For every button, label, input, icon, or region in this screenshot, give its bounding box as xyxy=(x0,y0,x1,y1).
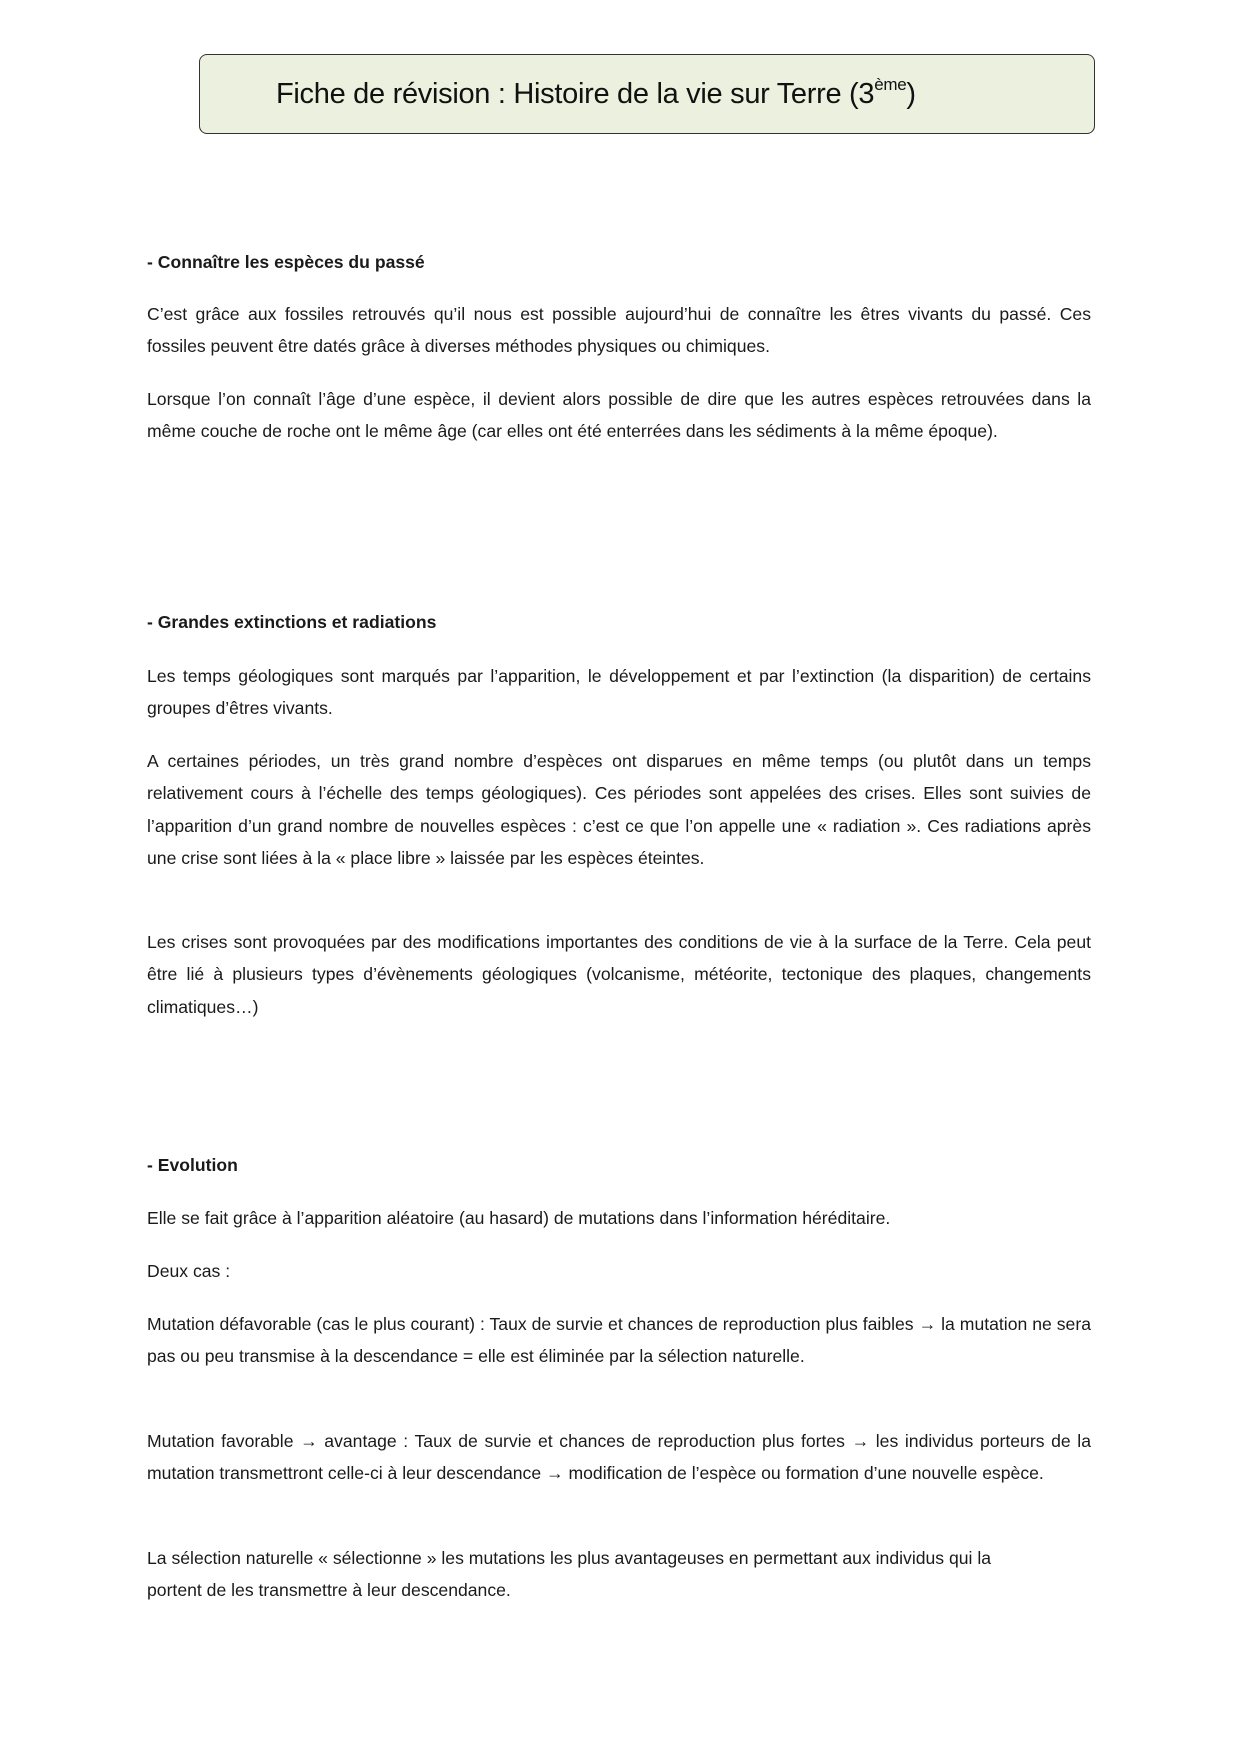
paragraph: A certaines périodes, un très grand nombre d’espèces ont disparues en même temps (ou plutôt dans un temps relativement cours à l’échelle des temps géologiques). Ces périodes sont appelées des crises. Elles sont suivies de l’apparition d’un grand nombre de nouvelles espèces : c’est ce que l’on appelle une « radiation ». Ces radiations après une crise sont liées à la « place libre » laissée par les espèces éteintes. xyxy=(147,751,1091,869)
title-box xyxy=(199,54,1095,134)
section-heading: - Connaître les espèces du passé xyxy=(147,252,425,272)
section-heading: - Grandes extinctions et radiations xyxy=(147,612,437,632)
paragraph: Deux cas : xyxy=(147,1261,231,1281)
paragraph: C’est grâce aux fossiles retrouvés qu’il nous est possible aujourd’hui de connaître les êtres vivants du passé. Ces fossiles peuvent être datés grâce à diverses méthodes physiques ou chimiques. xyxy=(147,304,1091,357)
paragraph: Elle se fait grâce à l’apparition aléatoire (au hasard) de mutations dans l’information héréditaire. xyxy=(147,1208,891,1228)
paragraph: Mutation favorable → avantage : Taux de survie et chances de reproduction plus fortes → les individus porteurs de la mutation transmettront celle-ci à leur descendance → modification de l’espèce ou formation d’une nouvelle espèce. xyxy=(147,1431,1091,1484)
paragraph: Les temps géologiques sont marqués par l’apparition, le développement et par l’extinction (la disparition) de certains groupes d’êtres vivants. xyxy=(147,666,1091,719)
paragraph: La sélection naturelle « sélectionne » les mutations les plus avantageuses en permettant aux individus qui la portent de les transmettre à leur descendance. xyxy=(147,1548,992,1601)
page-title xyxy=(276,75,916,111)
paragraph: Les crises sont provoquées par des modifications importantes des conditions de vie à la surface de la Terre. Cela peut être lié à plusieurs types d’évènements géologiques (volcanisme, météorite, tectonique des plaques, changements climatiques…) xyxy=(147,932,1091,1017)
title-text: Fiche de révision : Histoire de la vie sur Terre (3 xyxy=(276,78,875,110)
paragraph: Mutation défavorable (cas le plus courant) : Taux de survie et chances de reproduction plus faibles → la mutation ne sera pas ou peu transmise à la descendance = elle est éliminée par la sélection naturelle. xyxy=(147,1314,1091,1367)
title-close: ) xyxy=(906,78,916,110)
title-superscript: ème xyxy=(874,75,907,94)
section-heading: - Evolution xyxy=(147,1155,238,1175)
paragraph: Lorsque l’on connaît l’âge d’une espèce, il devient alors possible de dire que les autres espèces retrouvées dans la même couche de roche ont le même âge (car elles ont été enterrées dans les sédiments à la même époque). xyxy=(147,389,1091,442)
